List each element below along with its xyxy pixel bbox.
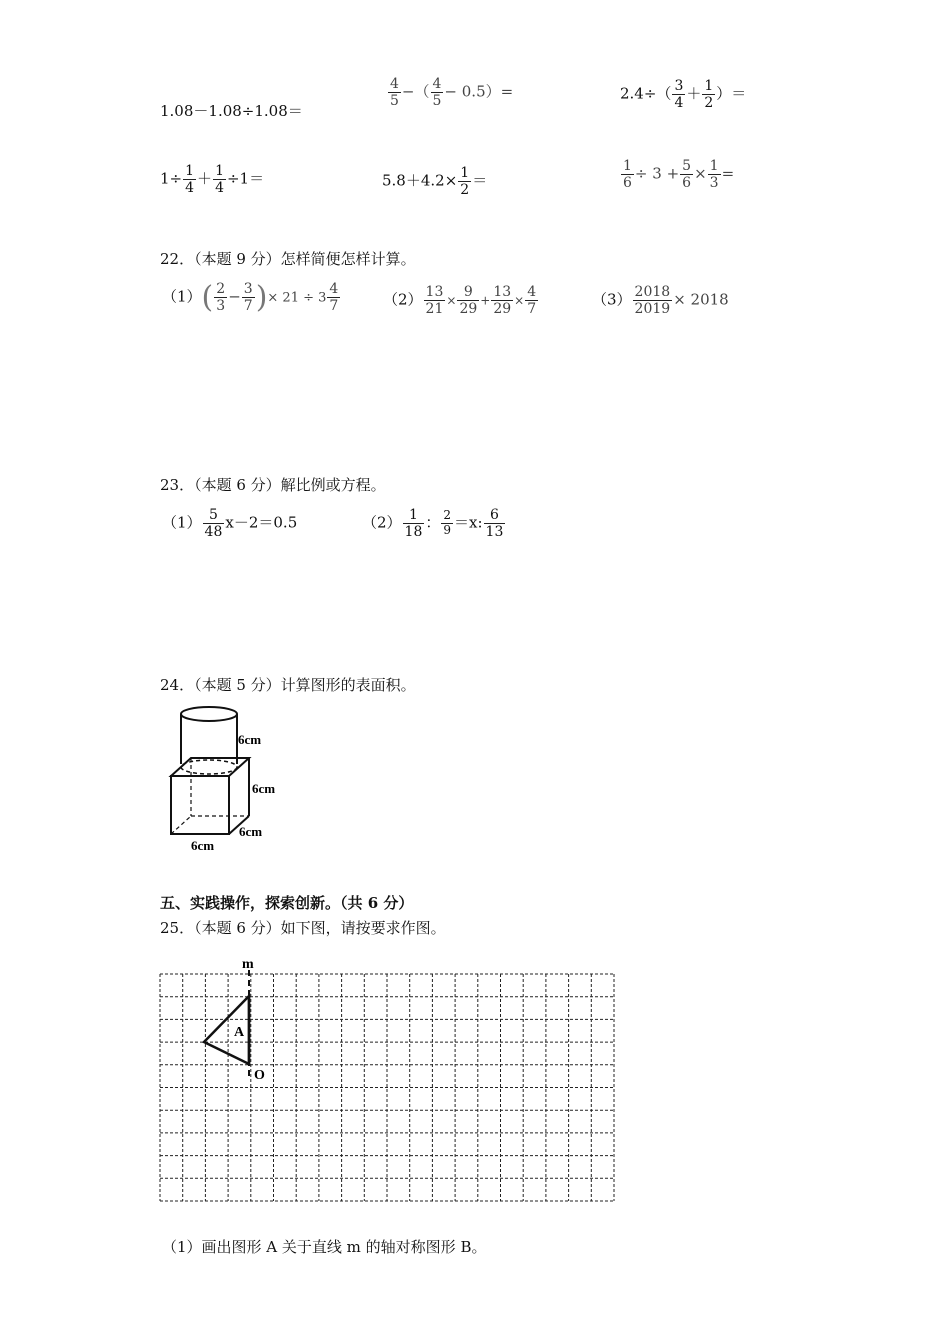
expression-tail: − 0.5）=	[444, 82, 514, 101]
operator: ＋	[197, 169, 213, 188]
question-24-title: 24．（本题 5 分）计算图形的表面积。	[160, 676, 416, 694]
calc-row1-c	[620, 78, 746, 111]
fraction-numerator: 1	[623, 158, 632, 174]
fraction-numerator: 9	[463, 284, 473, 300]
operator: −	[228, 287, 241, 306]
part-label: （2）	[362, 513, 402, 532]
question-22-part1	[162, 280, 341, 315]
fraction-numerator: 2	[443, 508, 452, 523]
label-cube-height: 6cm	[252, 781, 276, 796]
expression-tail: × 21 ÷ 3	[267, 290, 327, 306]
fraction-numerator: 1	[704, 78, 714, 94]
fraction-denominator: 29	[459, 301, 478, 318]
calc-row1-b	[387, 76, 513, 109]
fraction-denominator: 7	[329, 298, 339, 314]
part-label: （2）	[383, 290, 423, 309]
fraction-numerator: 4	[432, 76, 442, 92]
fraction-denominator: 6	[623, 175, 632, 192]
calc-row2-b	[382, 165, 487, 198]
fraction-denominator: 29	[493, 301, 512, 318]
calc-row2-c	[620, 158, 734, 191]
expression-tail: =	[721, 164, 735, 183]
fraction-numerator: 4	[390, 76, 399, 92]
expression-head: 1÷	[160, 169, 183, 188]
cylinder-top-ellipse	[181, 707, 237, 721]
calc-row1-a: 1.08－1.08÷1.08＝	[160, 102, 303, 120]
fraction-denominator: 21	[425, 301, 444, 318]
cube-front-face	[171, 776, 229, 834]
operator: ÷ 3 +	[634, 164, 680, 183]
expression-middle: ＝x:	[454, 513, 483, 532]
fraction-denominator: 2019	[634, 301, 671, 318]
question-22-part3	[592, 284, 729, 317]
fraction-numerator: 13	[493, 284, 512, 300]
fraction-denominator: 9	[443, 523, 452, 538]
fraction-numerator: 3	[674, 78, 684, 94]
question-23-part2	[362, 507, 506, 540]
left-paren: (	[201, 280, 214, 315]
expression-tail: x－2＝0.5	[225, 513, 298, 532]
fraction-numerator: 6	[490, 507, 499, 523]
label-m: m	[242, 957, 254, 972]
expression-tail: × 2018	[673, 290, 729, 309]
fraction-denominator: 18	[404, 524, 423, 541]
operator: ＋	[686, 84, 702, 103]
question-25-title: 25．（本题 6 分）如下图，请按要求作图。	[160, 919, 446, 937]
part-label: （1）	[162, 513, 202, 532]
section-5-title: 五、实践操作，探索创新。（共 6 分）	[160, 894, 414, 912]
expression-tail: ÷1＝	[226, 169, 265, 188]
fraction-denominator: 3	[216, 298, 226, 314]
fraction-numerator: 2018	[634, 284, 671, 300]
fraction-denominator: 3	[709, 175, 719, 192]
grid-lines	[160, 974, 614, 1201]
operator: −（	[401, 82, 430, 101]
operator: ×	[694, 164, 707, 183]
fraction-denominator: 2	[460, 182, 470, 199]
ratio-colon: ：	[425, 513, 441, 532]
expression-head: 2.4÷（	[620, 84, 672, 103]
fraction-numerator: 5	[682, 158, 692, 174]
operator: ×	[446, 293, 457, 308]
part-label: （3）	[592, 290, 632, 309]
fraction-numerator: 1	[460, 165, 470, 181]
fraction-denominator: 5	[390, 93, 399, 110]
operator: +	[480, 293, 491, 308]
question-25-sub1: （1）画出图形 A 关于直线 m 的轴对称图形 B。	[162, 1238, 487, 1256]
fraction-numerator: 1	[215, 163, 224, 179]
question-22-part2	[383, 284, 539, 317]
label-o: O	[254, 1068, 265, 1083]
fraction-denominator: 13	[485, 524, 504, 541]
fraction-denominator: 2	[704, 95, 714, 112]
right-paren: )	[255, 280, 268, 315]
calc-row2-a	[160, 163, 264, 196]
expression-head: 5.8＋4.2×	[382, 171, 458, 190]
label-cube-width: 6cm	[191, 838, 215, 853]
question-23-title: 23．（本题 6 分）解比例或方程。	[160, 476, 386, 494]
fraction-denominator: 48	[204, 524, 223, 541]
label-a: A	[234, 1025, 245, 1040]
cube-hidden-depth-edge	[171, 816, 191, 834]
fraction-numerator: 4	[527, 284, 537, 300]
operator: ×	[514, 293, 525, 308]
fraction-denominator: 7	[527, 301, 537, 318]
fraction-numerator: 1	[409, 507, 418, 523]
symmetry-grid-figure	[150, 952, 620, 1207]
fraction-numerator: 2	[216, 280, 226, 297]
fraction-numerator: 4	[329, 280, 339, 297]
cylinder-on-cube-figure	[155, 700, 295, 860]
fraction-denominator: 5	[432, 93, 442, 110]
fraction-numerator: 1	[709, 158, 719, 174]
fraction-denominator: 4	[674, 95, 684, 112]
expression-tail: ＝	[472, 171, 488, 190]
fraction-numerator: 5	[209, 507, 218, 523]
question-23-part1	[162, 507, 297, 540]
part-label: （1）	[162, 287, 202, 306]
fraction-denominator: 4	[215, 180, 224, 197]
question-22-title: 22．（本题 9 分）怎样简便怎样计算。	[160, 250, 416, 268]
fraction-numerator: 3	[243, 280, 253, 297]
fraction-denominator: 4	[185, 180, 195, 197]
fraction-numerator: 1	[185, 163, 195, 179]
label-cylinder-height: 6cm	[238, 732, 262, 747]
cylinder-base-ellipse	[181, 760, 237, 774]
expression-tail: ）＝	[716, 84, 747, 103]
fraction-denominator: 6	[682, 175, 692, 192]
label-cube-depth: 6cm	[239, 824, 263, 839]
fraction-denominator: 7	[243, 298, 253, 314]
fraction-numerator: 13	[425, 284, 444, 300]
